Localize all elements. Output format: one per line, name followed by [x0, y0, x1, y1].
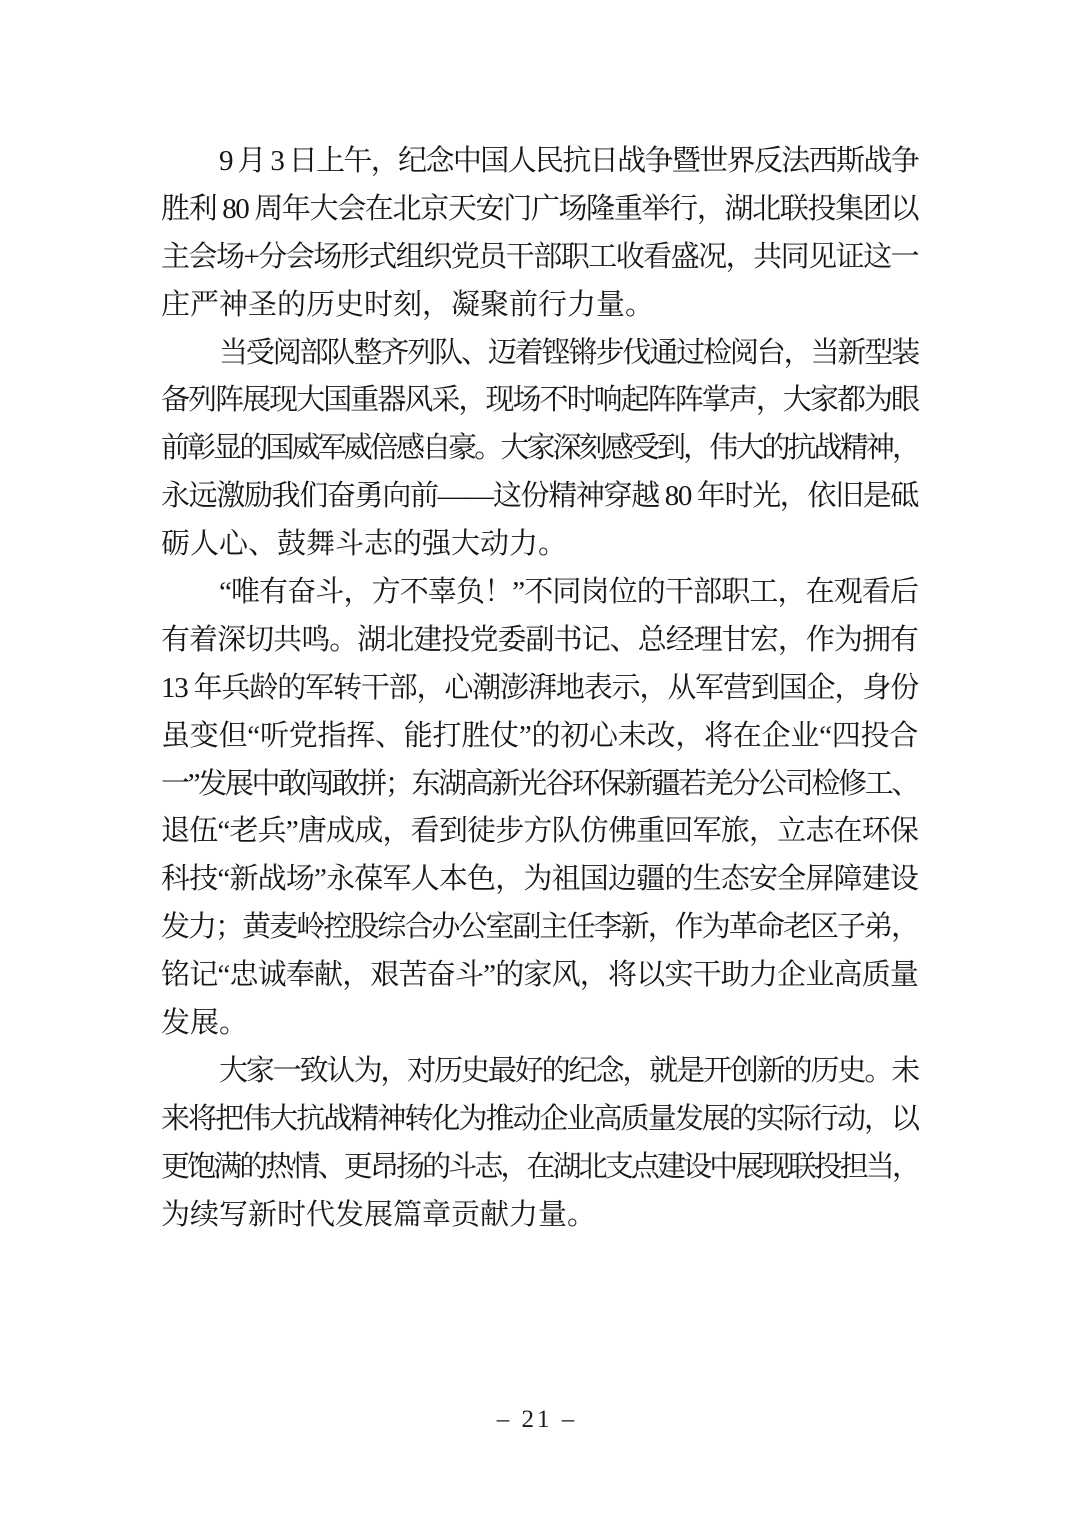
- text-line: 铭记“忠诚奉献，艰苦奋斗”的家风，将以实干助力企业高质量: [161, 959, 918, 992]
- text-line: 9 月 3 日上午，纪念中国人民抗日战争暨世界反法西斯战争: [219, 145, 918, 177]
- paragraph: [161, 138, 918, 330]
- text-line: 科技“新战场”永葆军人本色，为祖国边疆的生态安全屏障建设: [161, 863, 918, 896]
- text-line: 当受阅部队整齐列队、迈着铿锵步伐通过检阅台，当新型装: [219, 336, 918, 369]
- text-line: 主会场+分会场形式组织党员干部职工收看盛况，共同见证这一: [161, 240, 918, 273]
- text-line: 备列阵展现大国重器风采，现场不时响起阵阵掌声，大家都为眼: [161, 384, 918, 417]
- text-line: 来将把伟大抗战精神转化为推动企业高质量发展的实际行动，以: [161, 1102, 918, 1135]
- text-line: 13 年兵龄的军转干部，心潮澎湃地表示，从军营到国企，身份: [161, 671, 918, 704]
- text-line: 发力；黄麦岭控股综合办公室副主任李新，作为革命老区子弟，: [161, 911, 918, 944]
- text-line: 永远激励我们奋勇向前——这份精神穿越 80 年时光，依旧是砥: [161, 480, 918, 513]
- document-body: [161, 138, 918, 1239]
- text-line: 大家一致认为，对历史最好的纪念，就是开创新的历史。未: [219, 1054, 918, 1087]
- text-line: 一”发展中敢闯敢拼；东湖高新光谷环保新疆若羌分公司检修工、: [161, 767, 918, 800]
- text-line: 庄严神圣的历史时刻，凝聚前行力量。: [161, 288, 655, 321]
- text-line: “唯有奋斗，方不辜负！”不同岗位的干部职工，在观看后: [219, 576, 918, 609]
- text-line: 更饱满的热情、更昂扬的斗志，在湖北支点建设中展现联投担当，: [161, 1150, 918, 1183]
- text-line: 胜利 80 周年大会在北京天安门广场隆重举行，湖北联投集团以: [161, 192, 918, 225]
- text-line: 有着深切共鸣。湖北建投党委副书记、总经理甘宏，作为拥有: [161, 623, 918, 656]
- text-line: 虽变但“听党指挥、能打胜仗”的初心未改，将在企业“四投合: [161, 719, 918, 752]
- text-line: 为续写新时代发展篇章贡献力量。: [161, 1198, 597, 1231]
- text-line: 砺人心、鼓舞斗志的强大动力。: [161, 528, 568, 561]
- paragraph: [161, 569, 918, 1048]
- paragraph: [161, 1048, 918, 1240]
- page-number: – 21 –: [496, 1406, 578, 1433]
- text-line: 退伍“老兵”唐成成，看到徒步方队仿佛重回军旅，立志在环保: [161, 815, 918, 848]
- paragraph: [161, 330, 918, 569]
- text-line: 前彰显的国威军威倍感自豪。大家深刻感受到，伟大的抗战精神，: [161, 432, 918, 465]
- text-line: 发展。: [161, 1007, 249, 1040]
